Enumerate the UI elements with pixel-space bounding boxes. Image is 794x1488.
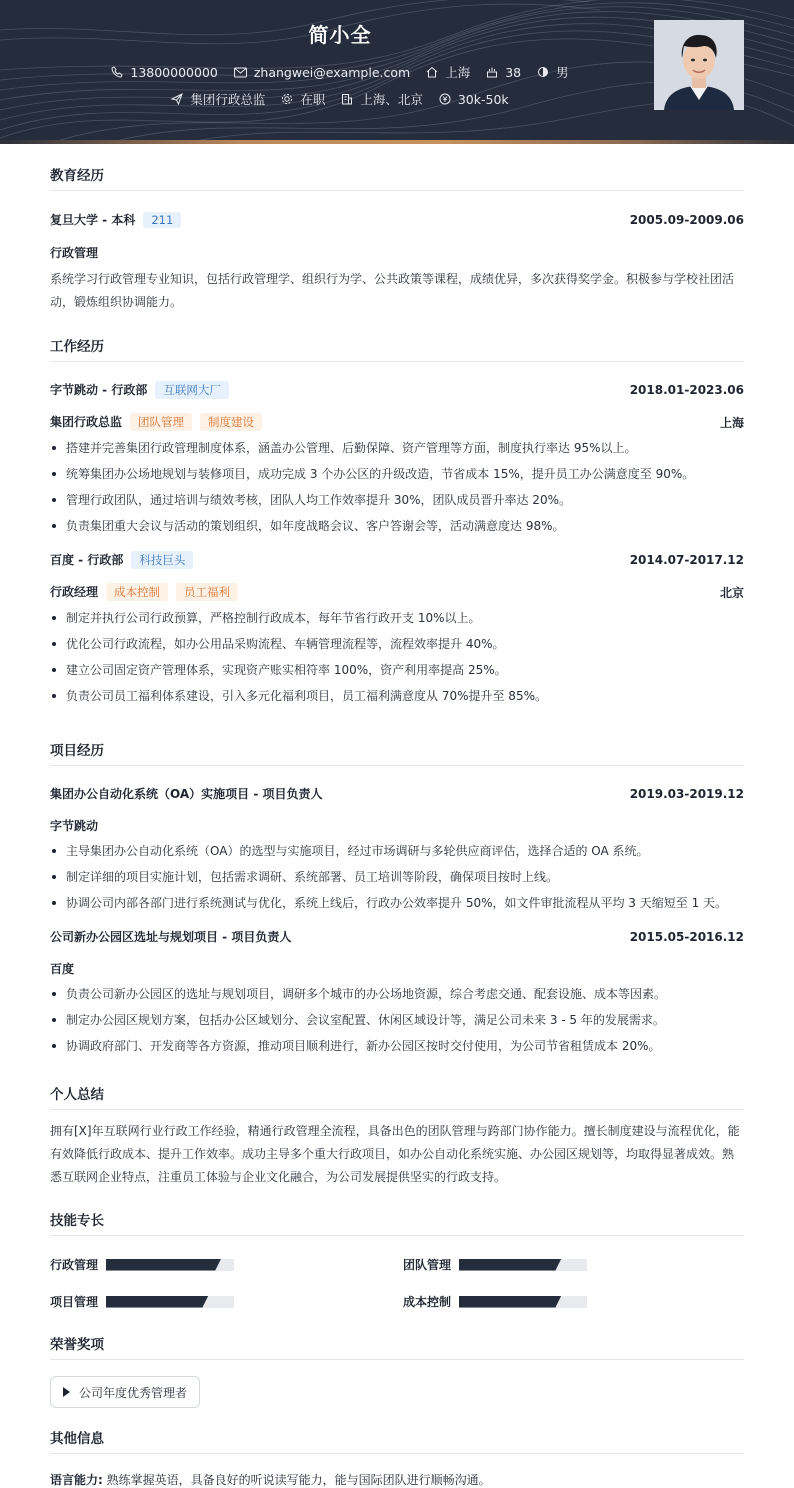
- summary-title: 个人总结: [50, 1083, 744, 1110]
- employment-status: 在职: [300, 92, 326, 107]
- job-bullets: [50, 605, 744, 709]
- skill-item: [50, 1256, 403, 1273]
- skill-bar-fill: [459, 1296, 561, 1308]
- job-tag: 成本控制: [106, 583, 168, 601]
- current-city: 上海: [445, 65, 471, 80]
- company-tag: 科技巨头: [131, 551, 193, 569]
- skill-bar-fill: [106, 1259, 221, 1271]
- skill-item: [50, 1293, 403, 1310]
- job-position-row: [50, 413, 744, 431]
- job-company-wrap: [50, 381, 229, 399]
- job-entry: [50, 381, 744, 539]
- skill-item: [403, 1256, 744, 1273]
- avatar-illustration: [654, 20, 744, 110]
- project-entry: [50, 928, 744, 1059]
- education-description: 系统学习行政管理专业知识，包括行政管理学、组织行为学、公共政策等课程，成绩优异，多次获得奖学金。积极参与学校社团活动，锻炼组织协调能力。: [50, 272, 735, 309]
- awards-title: 荣誉奖项: [50, 1333, 744, 1360]
- phone-info: [111, 65, 217, 80]
- other-section: [50, 1427, 744, 1488]
- language-label: 语言能力:: [50, 1473, 103, 1487]
- skill-name: 团队管理: [403, 1258, 452, 1272]
- list-item: 制定详细的项目实施计划，包括需求调研、系统部署、员工培训等阶段，确保项目按时上线。: [50, 864, 744, 890]
- list-item: 协调政府部门、开发商等各方资源，推动项目顺利进行，新办公园区按时交付使用，为公司节省租赁成本 20%。: [50, 1033, 744, 1059]
- project-company: 百度: [50, 962, 75, 976]
- salary-info: [439, 92, 509, 107]
- job-company: 字节跳动 - 行政部: [50, 383, 148, 397]
- target-position-info: [171, 90, 265, 108]
- project-header-row: [50, 928, 744, 945]
- age-value: 38: [505, 64, 522, 80]
- job-period: 2018.01-2023.06: [629, 383, 744, 397]
- job-position-row: [50, 583, 744, 601]
- job-location: 北京: [719, 585, 744, 600]
- projects-section: [50, 739, 744, 1059]
- skill-name: 成本控制: [403, 1295, 452, 1309]
- projects-title: 项目经历: [50, 739, 744, 766]
- job-intent-row: [0, 90, 680, 108]
- education-title: 教育经历: [50, 164, 744, 191]
- skill-bar-fill: [106, 1296, 208, 1308]
- home-icon: [426, 66, 438, 78]
- send-icon: [171, 93, 183, 105]
- candidate-name: 简小全: [308, 23, 372, 47]
- skills-title: 技能专长: [50, 1209, 744, 1236]
- job-header-row: [50, 381, 744, 399]
- education-school: [50, 211, 181, 228]
- job-bullets: [50, 435, 744, 539]
- resume-body: [50, 144, 744, 1488]
- age-info: [486, 65, 521, 80]
- award-item[interactable]: [50, 1376, 200, 1408]
- other-title: 其他信息: [50, 1427, 744, 1454]
- salary-range: 30k-50k: [457, 91, 509, 107]
- project-bullets: [50, 838, 744, 916]
- job-header-row: [50, 551, 744, 569]
- job-position: 集团行政总监: [50, 415, 123, 429]
- mail-icon: [234, 67, 247, 78]
- school-degree: 复旦大学 - 本科: [50, 213, 136, 227]
- list-item: 搭建并完善集团行政管理制度体系，涵盖办公管理、后勤保障、资产管理等方面，制度执行率达 95%以上。: [50, 435, 744, 461]
- list-item: 负责公司新办公园区的选址与规划项目，调研多个城市的办公场地资源，综合考虑交通、配套设施、成本等因素。: [50, 981, 744, 1007]
- list-item: 负责集团重大会议与活动的策划组织，如年度战略会议、客户答谢会等，活动满意度达 98%。: [50, 513, 744, 539]
- skill-name: 行政管理: [50, 1258, 99, 1272]
- status-info: [281, 90, 325, 108]
- job-location: 上海: [719, 415, 744, 430]
- list-item: 主导集团办公自动化系统（OA）的选型与实施项目，经过市场调研与多轮供应商评估，选择合适的 OA 系统。: [50, 838, 744, 864]
- project-entry: [50, 785, 744, 916]
- gender-value: 男: [556, 65, 569, 80]
- list-item: 制定办公园区规划方案，包括办公区域划分、会议室配置、休闲区域设计等，满足公司未来 3 - 5 年的发展需求。: [50, 1007, 744, 1033]
- job-tag: 团队管理: [130, 413, 192, 431]
- skill-bar: [459, 1259, 587, 1271]
- work-title: 工作经历: [50, 335, 744, 362]
- project-company: 字节跳动: [50, 819, 99, 833]
- job-company: 百度 - 行政部: [50, 553, 124, 567]
- skill-bar: [106, 1296, 234, 1308]
- summary-section: [50, 1083, 744, 1189]
- awards-list: [50, 1376, 744, 1408]
- profile-photo: [654, 20, 744, 110]
- education-period: 2005.09-2009.06: [629, 212, 744, 227]
- list-item: 管理行政团队，通过培训与绩效考核，团队人均工作效率提升 30%，团队成员晋升率达 20%。: [50, 487, 744, 513]
- list-item: 建立公司固定资产管理体系，实现资产账实相符率 100%，资产利用率提高 25%。: [50, 657, 744, 683]
- project-period: 2015.05-2016.12: [629, 929, 744, 944]
- phone-number: 13800000000: [130, 64, 218, 80]
- building-icon: [341, 93, 353, 105]
- list-item: 优化公司行政流程，如办公用品采购流程、车辆管理流程等，流程效率提升 40%。: [50, 631, 744, 657]
- job-tag: 员工福利: [176, 583, 238, 601]
- target-cities: 上海、北京: [360, 92, 423, 107]
- gender-info: [537, 63, 569, 81]
- skills-section: [50, 1209, 744, 1310]
- target-position: 集团行政总监: [190, 92, 266, 107]
- school-tag: 211: [143, 212, 181, 228]
- education-section: [50, 164, 744, 314]
- list-item: 负责公司员工福利体系建设，引入多元化福利项目，员工福利满意度从 70%提升至 85%。: [50, 683, 744, 709]
- skills-grid: [50, 1256, 744, 1310]
- contact-info-row: [0, 63, 680, 81]
- salary-coin-icon: [439, 93, 451, 105]
- summary-text: 拥有[X]年互联网行业行政工作经验，精通行政管理全流程，具备出色的团队管理与跨部门协作能力。擅长制度建设与流程优化，能有效降低行政成本、提升工作效率。成功主导多个重大行政项目，如办公自动化系统实施、办公园区规划等，均取得显著成效。熟悉互联网企业特点，注重员工体验与企业文化融合，为公司发展提供坚实的行政支持。: [50, 1124, 740, 1184]
- company-tag: 互联网大厂: [155, 381, 229, 399]
- city-info: [426, 63, 470, 81]
- email-address: zhangwei@example.com: [253, 65, 411, 80]
- expand-triangle-icon: [63, 1387, 70, 1397]
- project-period: 2019.03-2019.12: [629, 786, 744, 801]
- gender-icon: [537, 66, 549, 78]
- status-gear-icon: [281, 93, 293, 105]
- job-position-wrap: [50, 583, 238, 601]
- cake-icon: [486, 66, 498, 78]
- skill-item: [403, 1293, 744, 1310]
- job-position: 行政经理: [50, 585, 99, 599]
- language-row: [50, 1471, 744, 1488]
- skill-name: 项目管理: [50, 1295, 99, 1309]
- list-item: 制定并执行公司行政预算，严格控制行政成本，每年节省行政开支 10%以上。: [50, 605, 744, 631]
- project-name: 集团办公自动化系统（OA）实施项目 - 项目负责人: [50, 787, 323, 801]
- work-section: [50, 335, 744, 709]
- job-tag: 制度建设: [200, 413, 262, 431]
- skill-bar: [459, 1296, 587, 1308]
- list-item: 协调公司内部各部门进行系统测试与优化，系统上线后，行政办公效率提升 50%，如文件审批流程从平均 3 天缩短至 1 天。: [50, 890, 744, 916]
- project-bullets: [50, 981, 744, 1059]
- target-cities-info: [341, 90, 423, 108]
- education-major: 行政管理: [50, 246, 99, 260]
- resume-header: [0, 0, 794, 140]
- skill-bar: [106, 1259, 234, 1271]
- awards-section: [50, 1333, 744, 1408]
- language-text: 熟练掌握英语，具备良好的听说读写能力，能与国际团队进行顺畅沟通。: [106, 1473, 491, 1487]
- email-info: [234, 65, 410, 80]
- project-header-row: [50, 785, 744, 802]
- list-item: 统筹集团办公场地规划与装修项目，成功完成 3 个办公区的升级改造，节省成本 15%，提升员工办公满意度至 90%。: [50, 461, 744, 487]
- education-header-row: [50, 211, 744, 228]
- phone-icon: [111, 66, 123, 78]
- project-name: 公司新办公园区选址与规划项目 - 项目负责人: [50, 930, 292, 944]
- job-company-wrap: [50, 551, 193, 569]
- award-label: 公司年度优秀管理者: [79, 1385, 188, 1400]
- job-entry: [50, 551, 744, 709]
- skill-bar-fill: [459, 1259, 561, 1271]
- job-position-wrap: [50, 413, 262, 431]
- job-period: 2014.07-2017.12: [629, 553, 744, 567]
